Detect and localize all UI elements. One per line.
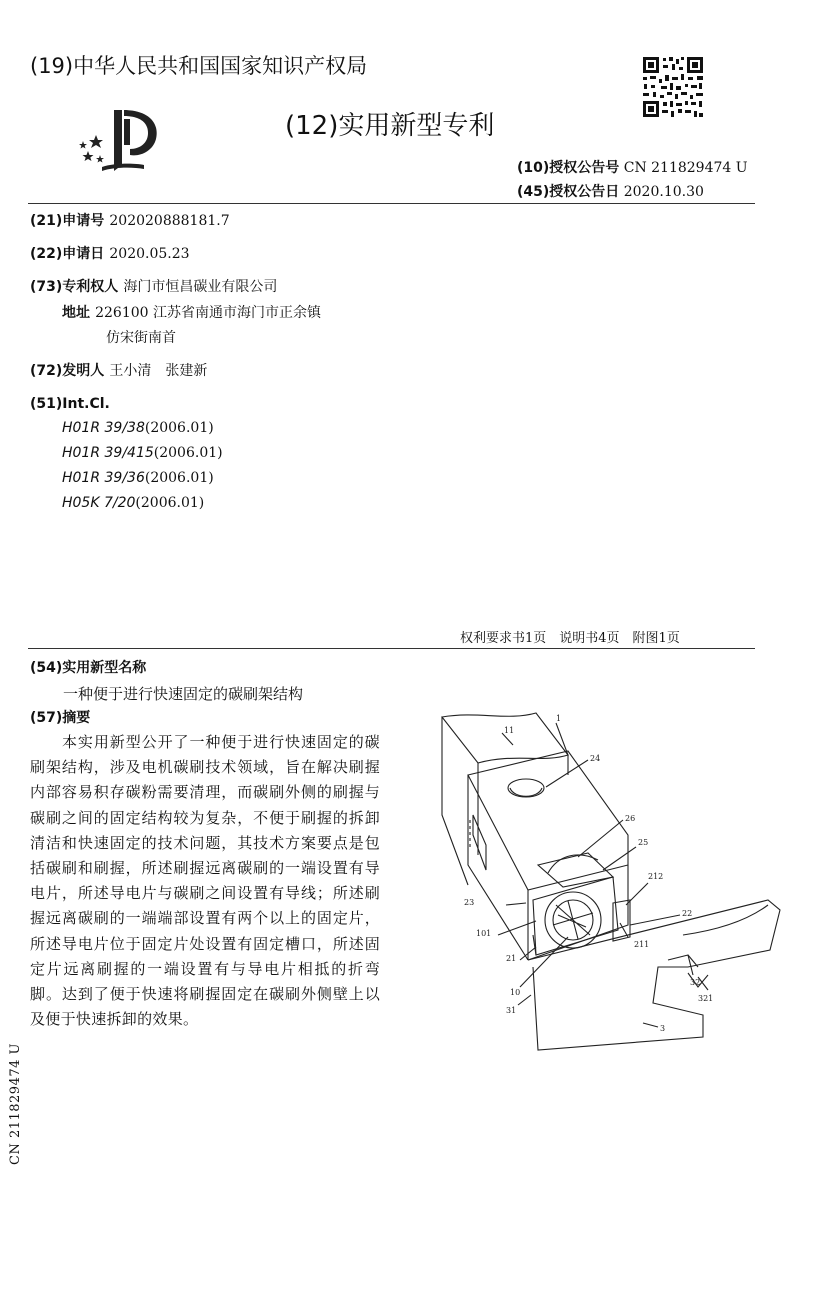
figure-label: 1 [556, 714, 562, 723]
ipc-label-text: (51)Int.Cl. [30, 396, 110, 412]
inventor-label: (72)发明人 [30, 363, 105, 379]
ipc-row [62, 470, 214, 486]
ipc-code: H01R 39/38 [62, 420, 145, 436]
ipc-version: (2006.01) [144, 470, 214, 486]
ipc-version: (2006.01) [144, 420, 214, 436]
publication-date: 2020.10.30 [623, 184, 704, 200]
figure-label: 24 [590, 754, 601, 763]
filing-date-label: (22)申请日 [30, 246, 105, 262]
ipc-row [62, 495, 204, 511]
abstract-label: (57)摘要 [30, 710, 91, 726]
address-label: 地址 [62, 305, 90, 321]
figure-label: 26 [625, 814, 636, 823]
pages-divider [28, 648, 755, 649]
figure-label: 321 [698, 994, 714, 1003]
figure-label: 23 [464, 898, 475, 907]
header-divider [28, 203, 755, 204]
qr-code-icon [641, 55, 705, 119]
abstract-body [30, 730, 380, 1032]
figure-label: 21 [506, 954, 517, 963]
figure-label: 22 [682, 909, 693, 918]
figure-label: 212 [648, 872, 664, 881]
address-line-1: 226100 江苏省南通市海门市正余镇 [95, 305, 321, 321]
application-number-row [30, 210, 230, 230]
figure-label: 101 [476, 929, 492, 938]
publication-date-label: (45)授权公告日 [517, 184, 620, 200]
figure-label: 3 [660, 1024, 666, 1033]
ipc-label [30, 396, 110, 412]
figure-label: 211 [634, 940, 650, 949]
side-publication-number: CN 211829474 U [8, 1043, 23, 1165]
ipc-code: H01R 39/36 [62, 470, 145, 486]
filing-date: 2020.05.23 [109, 246, 190, 262]
inventors: 王小清 张建新 [109, 363, 208, 379]
abstract-text: 本实用新型公开了一种便于进行快速固定的碳刷架结构，涉及电机碳刷技术领域，旨在解决刷握内部容易积存碳粉需要清理，而碳刷外侧的刷握与碳刷之间的固定结构较为复杂，不便于刷握的拆卸清洁和快速固定的技术问题，其技术方案要点是包括碳刷和刷握，所述刷握远离碳刷的一端设置有导电片，所述导电片与碳刷之间设置有导线；所述刷握远离碳刷的一端端部设置有两个以上的固定片，所述导电片位于固定片处设置有固定槽口，所述固定片远离刷握的一端设置有与导电片相抵的折弯脚。达到了便于快速将刷握固定在碳刷外侧壁上以及便于快速拆卸的效果。 [30, 733, 380, 1029]
filing-date-row [30, 243, 190, 263]
inventor-row [30, 360, 207, 380]
patentee-row [30, 276, 277, 296]
address-row [62, 302, 321, 322]
ipc-version: (2006.01) [135, 495, 205, 511]
figure-label: 11 [504, 726, 515, 735]
office-name: (19)中华人民共和国国家知识产权局 [30, 54, 368, 78]
application-number-label: (21)申请号 [30, 213, 105, 229]
utility-model-title: 一种便于进行快速固定的碳刷架结构 [63, 685, 304, 703]
publication-number-row [517, 157, 748, 177]
pages-info: 权利要求书1页 说明书4页 附图1页 [460, 631, 680, 646]
title-label: (54)实用新型名称 [30, 660, 147, 676]
ipc-version: (2006.01) [153, 445, 223, 461]
address-line-2: 仿宋街南首 [106, 330, 176, 346]
figure-label: 10 [510, 988, 521, 997]
patentee-label: (73)专利权人 [30, 279, 119, 295]
ipc-row [62, 445, 223, 461]
figure-label: 32 [690, 978, 701, 987]
ipc-code: H05K 7/20 [62, 495, 136, 511]
patent-drawing [418, 705, 790, 1055]
publication-number-label: (10)授权公告号 [517, 160, 620, 176]
publication-number: CN 211829474 U [623, 160, 748, 176]
document-kind: (12)实用新型专利 [285, 111, 495, 141]
application-number: 202020888181.7 [109, 213, 230, 229]
ipc-row [62, 420, 214, 436]
figure-label: 25 [638, 838, 649, 847]
cnipa-logo-icon [74, 105, 162, 173]
publication-date-row [517, 181, 704, 201]
ipc-code: H01R 39/415 [62, 445, 154, 461]
patentee: 海门市恒昌碳业有限公司 [123, 279, 278, 295]
figure-label: 31 [506, 1006, 517, 1015]
